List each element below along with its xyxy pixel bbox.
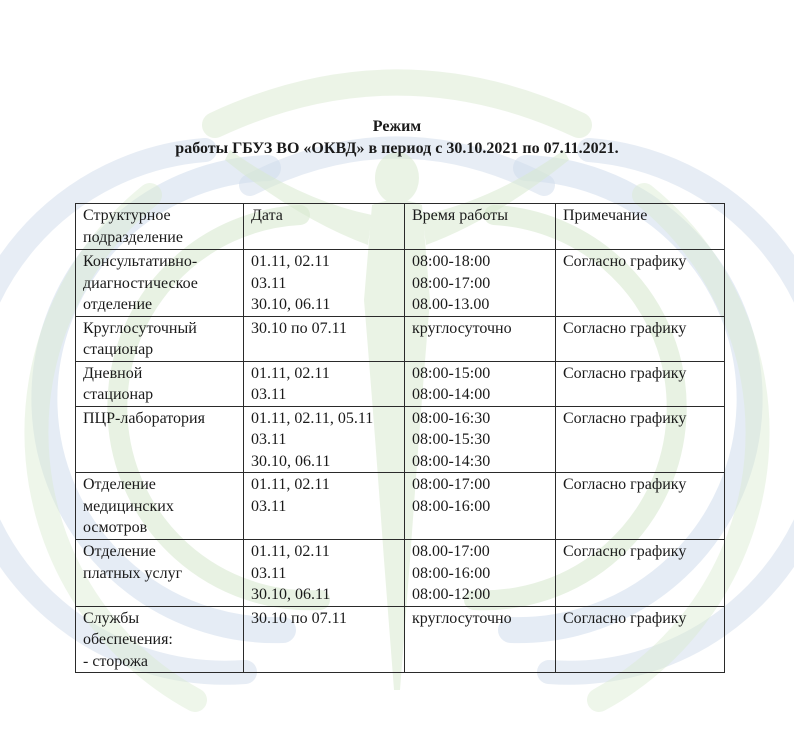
department-cell xyxy=(76,250,244,317)
department-line: стационар xyxy=(83,386,154,403)
note-text: Согласно графику xyxy=(563,364,687,382)
hours-line: 08:00-12:00 xyxy=(412,586,491,603)
hours-line: круглосуточно xyxy=(412,609,512,627)
date-line: 30.10, 06.11 xyxy=(251,452,331,470)
document-title-line1: Режим xyxy=(372,118,422,135)
table-row xyxy=(76,250,725,317)
hours-line: 08:00-14:30 xyxy=(412,452,491,470)
note-cell xyxy=(556,406,725,473)
hours-cell xyxy=(405,250,556,317)
note-text: Согласно графику xyxy=(563,543,687,560)
department-cell xyxy=(76,540,244,607)
note-cell xyxy=(556,540,725,607)
hours-line: 08:00-16:00 xyxy=(412,497,491,515)
table-row xyxy=(76,406,725,473)
date-cell xyxy=(244,540,405,607)
department-cell xyxy=(76,406,244,473)
hours-line: круглосуточно xyxy=(412,319,512,337)
date-line: 30.10 по 07.11 xyxy=(251,319,347,337)
hours-cell xyxy=(405,540,556,607)
hours-cell xyxy=(405,406,556,473)
date-line: 03.11 xyxy=(251,274,287,292)
department-line: Консультативно- xyxy=(83,253,198,270)
date-line: 03.11 xyxy=(251,497,287,515)
hours-cell xyxy=(405,361,556,406)
hours-line: 08:00-14:00 xyxy=(412,386,491,403)
note-text: Согласно графику xyxy=(563,409,687,427)
department-line: - сторожа xyxy=(83,652,148,670)
header-department xyxy=(76,204,244,250)
date-line: 01.11, 02.11 xyxy=(251,253,330,270)
date-cell xyxy=(244,406,405,473)
header-date-label: Дата xyxy=(251,207,283,224)
department-line: обеспечения: xyxy=(83,631,173,648)
note-cell xyxy=(556,473,725,540)
note-text: Согласно графику xyxy=(563,609,687,627)
table-header-row xyxy=(76,204,725,250)
hours-line: 08:00-17:00 xyxy=(412,476,491,493)
department-line: осмотров xyxy=(83,519,148,536)
department-line: ПЦР-лаборатория xyxy=(83,409,205,427)
date-line: 30.10, 06.11 xyxy=(251,296,331,313)
header-note-label: Примечание xyxy=(563,207,648,224)
date-line: 01.11, 02.11 xyxy=(251,543,330,560)
table-row xyxy=(76,361,725,406)
schedule-table xyxy=(75,203,725,673)
hours-line: 08:00-16:00 xyxy=(412,564,491,582)
note-cell xyxy=(556,250,725,317)
note-text: Согласно графику xyxy=(563,319,687,337)
hours-line: 08.00-17:00 xyxy=(412,543,490,560)
department-cell xyxy=(76,316,244,361)
header-department-line: Структурное xyxy=(83,207,171,224)
hours-line: 08:00-15:30 xyxy=(412,431,491,448)
note-text: Согласно графику xyxy=(563,476,687,493)
hours-line: 08:00-17:00 xyxy=(412,274,491,292)
hours-line: 08:00-18:00 xyxy=(412,253,491,270)
department-line: Отделение xyxy=(83,543,156,560)
table-row xyxy=(76,473,725,540)
note-cell xyxy=(556,606,725,673)
header-hours xyxy=(405,204,556,250)
date-line: 30.10 по 07.11 xyxy=(251,609,347,627)
department-cell xyxy=(76,473,244,540)
date-cell xyxy=(244,361,405,406)
table-row xyxy=(76,540,725,607)
date-line: 01.11, 02.11 xyxy=(251,476,330,493)
department-line: Дневной xyxy=(83,364,143,382)
note-text: Согласно графику xyxy=(563,253,687,270)
hours-cell xyxy=(405,316,556,361)
header-department-line: подразделение xyxy=(83,228,183,246)
hours-line: 08:00-15:00 xyxy=(412,364,491,382)
department-cell xyxy=(76,606,244,673)
header-hours-label: Время работы xyxy=(412,207,509,224)
department-line: Службы xyxy=(83,609,140,627)
department-line: стационар xyxy=(83,341,154,358)
department-line: отделение xyxy=(83,296,153,313)
department-line: медицинских xyxy=(83,497,174,515)
date-cell xyxy=(244,606,405,673)
department-line: Круглосуточный xyxy=(83,319,197,337)
date-line: 30.10, 06.11 xyxy=(251,586,331,603)
note-cell xyxy=(556,316,725,361)
date-line: 01.11, 02.11 xyxy=(251,364,330,382)
date-line: 03.11 xyxy=(251,386,287,403)
hours-cell xyxy=(405,606,556,673)
header-note xyxy=(556,204,725,250)
header-date xyxy=(244,204,405,250)
hours-line: 08:00-16:30 xyxy=(412,409,491,427)
date-cell xyxy=(244,473,405,540)
date-line: 01.11, 02.11, 05.11 xyxy=(251,409,374,427)
department-cell xyxy=(76,361,244,406)
department-line: диагностическое xyxy=(83,274,198,292)
date-line: 03.11 xyxy=(251,564,287,582)
document-title-line2: работы ГБУЗ ВО «ОКВД» в период с 30.10.2021 по 07.11.2021. xyxy=(175,140,619,157)
date-line: 03.11 xyxy=(251,431,287,448)
hours-cell xyxy=(405,473,556,540)
date-cell xyxy=(244,250,405,317)
date-cell xyxy=(244,316,405,361)
department-line: платных услуг xyxy=(83,564,183,582)
table-row xyxy=(76,606,725,673)
note-cell xyxy=(556,361,725,406)
department-line: Отделение xyxy=(83,476,156,493)
hours-line: 08.00-13.00 xyxy=(412,296,490,313)
table-row xyxy=(76,316,725,361)
